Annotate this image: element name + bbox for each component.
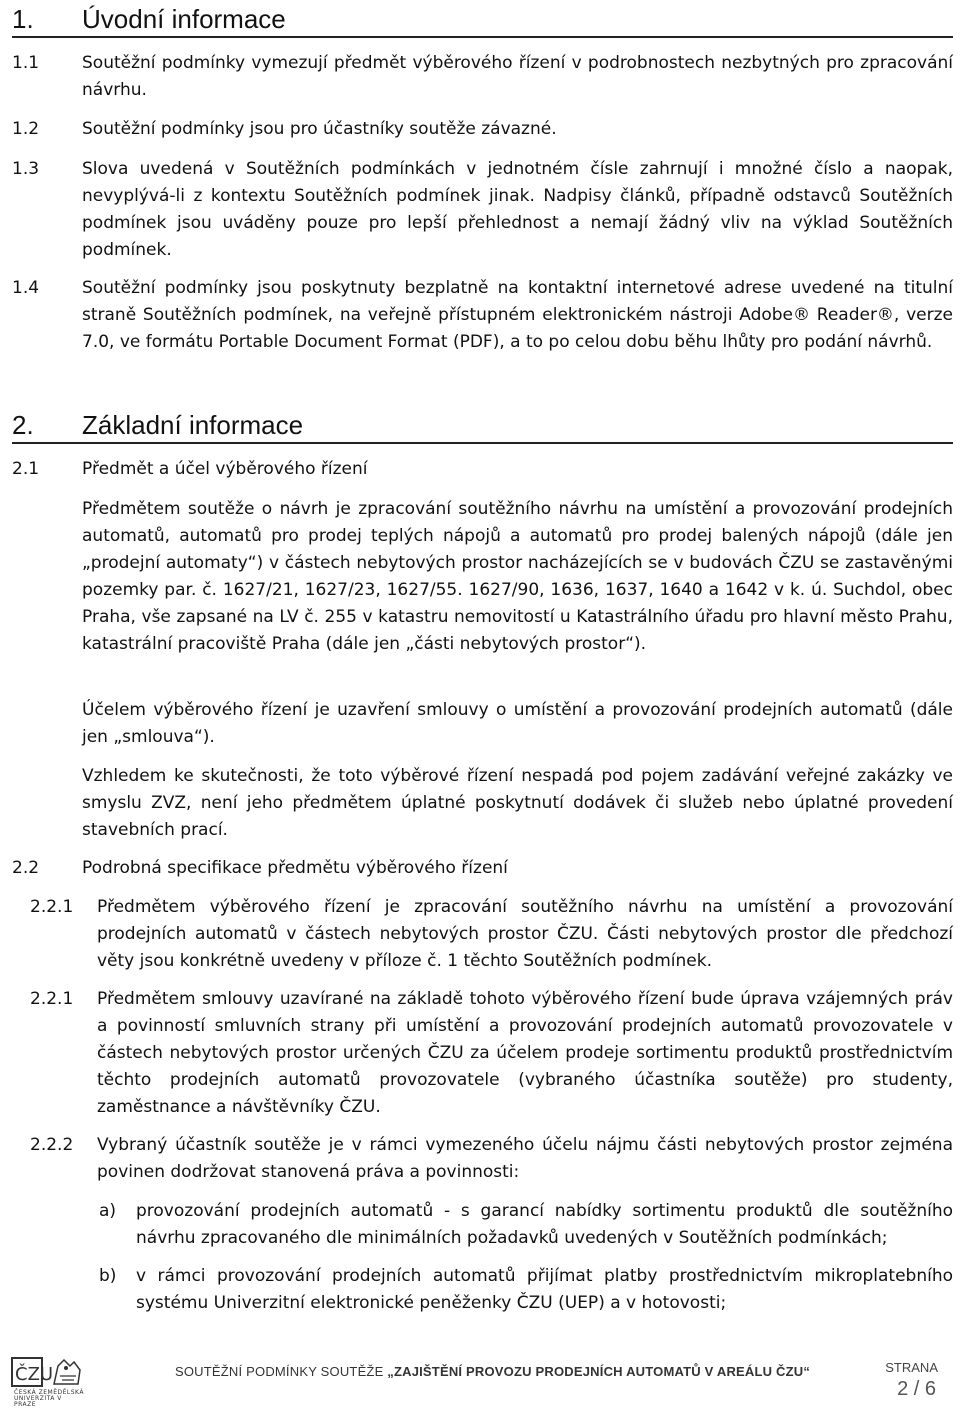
clause-text: Soutěžní podmínky jsou pro účastníky soutěže závazné. — [82, 119, 557, 139]
subsection-number: 2.1 — [12, 459, 40, 479]
clause-number: 1.3 — [12, 159, 40, 179]
paragraph-2-1-b: Účelem výběrového řízení je uzavření smlouvy o umístění a provozování prodejních automatů (dále jen „smlouva“). — [82, 700, 953, 747]
clause-number: 2.2.1 — [30, 897, 74, 917]
clause-number: 1.2 — [12, 119, 40, 139]
footer-document-title — [175, 1364, 810, 1379]
section-title: Základní informace — [82, 410, 304, 440]
footer-title-bold: „ZAJIŠTĚNÍ PROVOZU PRODEJNÍCH AUTOMATŮ V AREÁLU ČZU“ — [387, 1364, 811, 1379]
footer-title-prefix: SOUTĚŽNÍ PODMÍNKY SOUTĚŽE — [175, 1364, 388, 1379]
subsection-number: 2.2 — [12, 858, 40, 878]
section-heading-2 — [12, 408, 953, 444]
logo-caption: ČESKÁ ZEMĚDĚLSKÁ UNIVERZITA V PRAZE — [14, 1389, 84, 1408]
czu-emblem-icon — [10, 1356, 86, 1390]
clause-number: 2.2.1 — [30, 989, 74, 1009]
subsection-title: Podrobná specifikace předmětu výběrového řízení — [82, 858, 508, 878]
clause-number: 2.2.2 — [30, 1135, 74, 1155]
footer-page-number: 2 / 6 — [897, 1378, 936, 1400]
clause-text: Vybraný účastník soutěže je v rámci vymezeného účelu nájmu části nebytových prostor zejména povinen dodržovat stanovená práva a povinnosti: — [97, 1135, 953, 1182]
clause-text: Předmětem smlouvy uzavírané na základě tohoto výběrového řízení bude úprava vzájemných práv a povinností smluvních strany při umístění a provozování prodejních automatů provozovatele v částech nebytových prostor určených ČZU za účelem prodeje sortimentu produktů prostřednictvím těchto prodejních automatů provozovatele (vybraného účastníka soutěže) pro studenty, zaměstnance a návštěvníky ČZU. — [97, 989, 953, 1117]
university-logo — [10, 1356, 86, 1406]
section-title: Úvodní informace — [82, 4, 286, 34]
subsection-title: Předmět a účel výběrového řízení — [82, 459, 368, 479]
list-item-text: provozování prodejních automatů - s garancí nabídky sortimentu produktů dle soutěžního návrhu zpracovaného dle minimálních požadavků uvedených v Soutěžních podmínkách; — [136, 1201, 953, 1248]
section-heading-1 — [12, 2, 953, 38]
list-marker: b) — [99, 1266, 117, 1286]
clause-number: 1.4 — [12, 278, 40, 298]
clause-text: Soutěžní podmínky jsou poskytnuty bezplatně na kontaktní internetové adrese uvedené na titulní straně Soutěžních podmínek, na veřejně přístupném elektronickém nástroji Adobe® Reader®, verze 7.0, ve formátu Portable Document Format (PDF), a to po celou dobu běhu lhůty pro podání návrhů. — [82, 278, 953, 352]
clause-text: Předmětem výběrového řízení je zpracování soutěžního návrhu na umístění a provozování prodejních automatů v částech nebytových prostor ČZU. Části nebytových prostor dle předchozí věty jsou konkrétně uvedeny v příloze č. 1 těchto Soutěžních podmínek. — [97, 897, 953, 971]
clause-text: Slova uvedená v Soutěžních podmínkách v jednotném čísle zahrnují i množné číslo a naopak, nevyplývá-li z kontextu Soutěžních podmínek jinak. Nadpisy článků, případně odstavců Soutěžních podmínek jsou uváděny pouze pro lepší přehlednost a nemají žádný vliv na výklad Soutěžních podmínek. — [82, 159, 953, 260]
list-marker: a) — [99, 1201, 117, 1221]
clause-number: 1.1 — [12, 53, 40, 73]
section-number: 2. — [12, 410, 34, 440]
paragraph-2-1-a: Předmětem soutěže o návrh je zpracování soutěžního návrhu na umístění a provozování prodejních automatů, automatů pro prodej teplých nápojů a automatů pro prodej balených nápojů (dále jen „prodejní automaty“) v částech nebytových prostor nacházejících se v budovách ČZU se zastavěnými pozemky par. č. 1627/21, 1627/23, 1627/55. 1627/90, 1636, 1637, 1640 a 1642 v k. ú. Suchdol, obec Praha, vše zapsané na LV č. 255 v katastru nemovitostí u Katastrálního úřadu pro hlavní město Prahu, katastrální pracoviště Praha (dále jen „části nebytových prostor“). — [82, 499, 953, 654]
section-number: 1. — [12, 4, 34, 34]
list-item-text: v rámci provozování prodejních automatů přijímat platby prostřednictvím mikroplatebního systému Univerzitní elektronické peněženky ČZU (UEP) a v hotovosti; — [136, 1266, 953, 1313]
svg-text:ČZU: ČZU — [15, 1364, 54, 1385]
paragraph-2-1-c: Vzhledem ke skutečnosti, že toto výběrové řízení nespadá pod pojem zadávání veřejné zakázky ve smyslu ZVZ, není jeho předmětem úplatné poskytnutí dodávek či služeb nebo úplatné provedení stavebních prací. — [82, 766, 953, 840]
clause-text: Soutěžní podmínky vymezují předmět výběrového řízení v podrobnostech nezbytných pro zpracování návrhu. — [82, 53, 953, 100]
page-footer — [10, 1352, 950, 1408]
footer-page-label: STRANA — [885, 1360, 938, 1375]
